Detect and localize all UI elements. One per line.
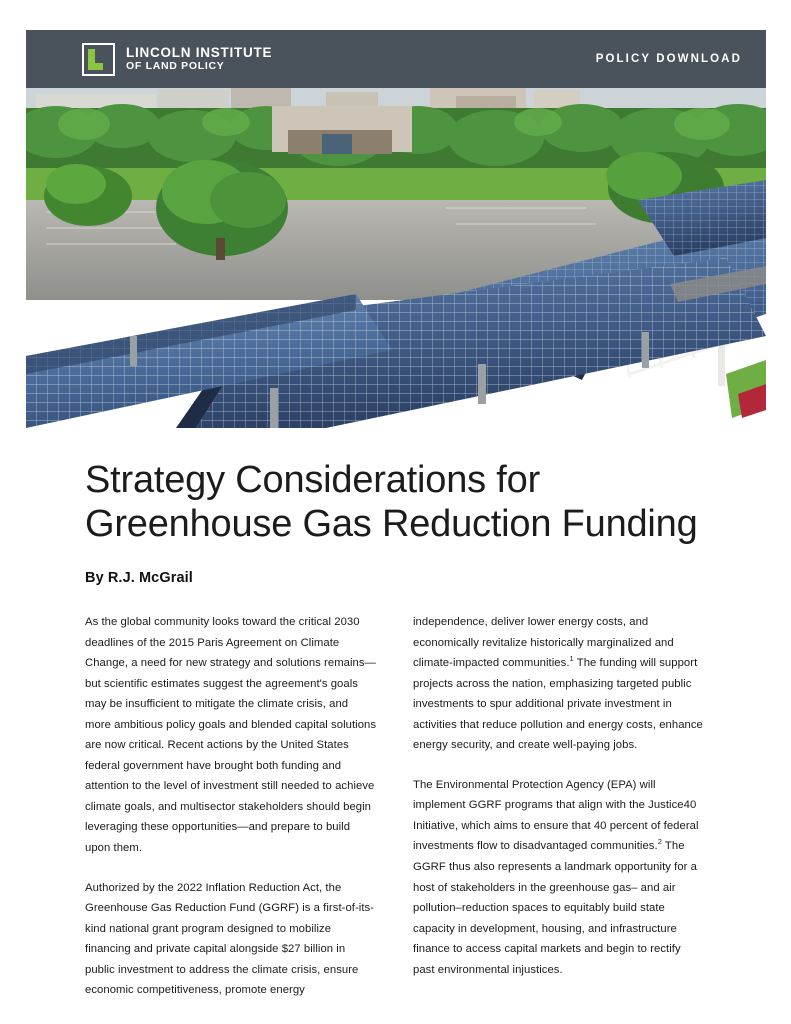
paragraph-text: independence, deliver lower energy costs, and economically revitalize historically marginalized and climate-impacted communities.	[413, 616, 674, 670]
paragraph	[413, 612, 705, 756]
document-type-label: POLICY DOWNLOAD	[595, 53, 742, 65]
brand-name-primary: LINCOLN INSTITUTE	[126, 44, 273, 60]
logo-l-horizontal	[88, 63, 103, 70]
brand-text	[126, 46, 272, 73]
brand-lockup	[82, 43, 272, 76]
footnote-marker: 1	[569, 654, 574, 664]
page-title	[85, 458, 735, 547]
hero-photo	[26, 88, 766, 428]
body-columns	[85, 612, 705, 1001]
lincoln-institute-logo-icon	[82, 43, 115, 76]
paragraph: Authorized by the 2022 Inflation Reduction Act, the Greenhouse Gas Reduction Fund (GGRF) is a first-of-its-kind national grant program designed to mobilize financing and private capital alongside $27 billion in public investment to address the climate crisis, ensure economic competitiveness, promote energy	[85, 881, 375, 997]
author-byline: By R.J. McGrail	[85, 569, 193, 586]
page-title-line-2: Greenhouse Gas Reduction Funding	[85, 503, 698, 546]
paragraph-text: The Environmental Protection Agency (EPA) will implement GGRF programs that align with the Justice40 Initiative, which aims to ensure that 40 percent of federal investments flow to disadvantaged communities.	[413, 778, 699, 853]
paragraph: As the global community looks toward the critical 2030 deadlines of the 2015 Paris Agreement on Climate Change, a need for new strategy and solutions remains—but scientific estimates suggest the agreement's goals may be insufficient to mitigate the climate crisis, and more ambitious policy goals and blended capital solutions are now critical. Recent actions by the United States federal government have brought both funding and attention to the level of investment still needed to achieve climate goals, and multisector stakeholders should begin leveraging these opportunities—and prepare to build upon them.	[85, 616, 377, 855]
brand-name-secondary: OF LAND POLICY	[126, 60, 225, 73]
hero-photo-artwork	[26, 88, 766, 428]
page-title-line-1: Strategy Considerations for	[85, 459, 541, 501]
paragraph-text: The GGRF thus also represents a landmark opportunity for a host of stakeholders in the greenhouse gas– and air pollution–reduction spaces to equitably build state capacity in development, housing, and infrastructure finance to access capital markets and begin to rectify past environmental injustices.	[413, 840, 697, 976]
body-column-left	[85, 612, 377, 1001]
footnote-marker: 2	[657, 837, 662, 847]
body-column-right	[413, 612, 705, 1001]
document-header-bar	[26, 30, 766, 88]
title-block	[85, 458, 735, 586]
paragraph	[413, 775, 705, 980]
paragraph-text: The funding will support projects across the nation, emphasizing targeted public investments to spur additional private investment in activities that reduce pollution and energy costs, enhance energy security, and create well-paying jobs.	[413, 657, 703, 752]
logo-square-outline	[82, 43, 115, 76]
